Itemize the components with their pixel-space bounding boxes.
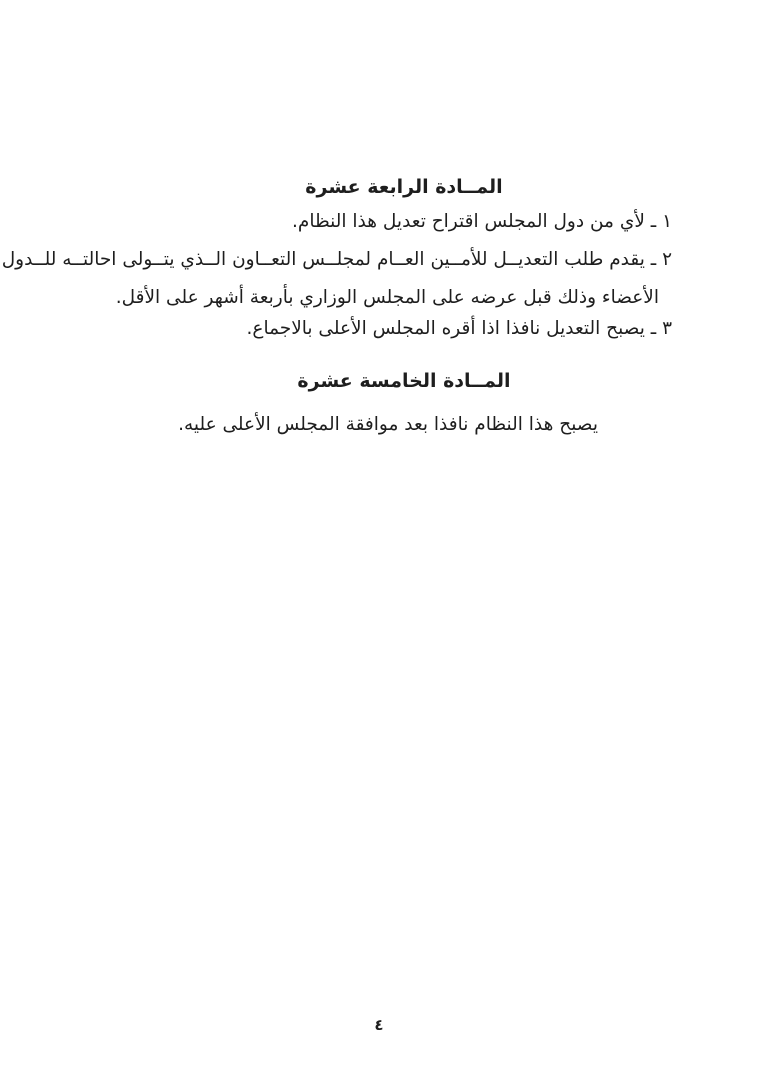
- article-14-item-3: ٣ ـ يصبح التعديل نافذا اذا أقره المجلس الأعلى بالاجماع.: [246, 318, 672, 339]
- article-14-item-2-line-2: الأعضاء وذلك قبل عرضه على المجلس الوزاري بأربعة أشهر على الأقل.: [115, 287, 659, 308]
- article-15-heading: المــادة الخامسة عشرة: [297, 370, 511, 392]
- article-14-item-2-line-1: ٢ ـ يقدم طلب التعديــل للأمــين العــام لمجلــس التعــاون الــذي يتــولى احالتــه للــدول: [1, 249, 672, 270]
- article-14-heading: المــادة الرابعة عشرة: [305, 176, 503, 198]
- article-14-item-1: ١ ـ لأي من دول المجلس اقتراح تعديل هذا النظام.: [292, 211, 672, 232]
- page-number: ٤: [374, 1016, 384, 1034]
- article-15-body: يصبح هذا النظام نافذا بعد موافقة المجلس الأعلى عليه.: [178, 414, 598, 435]
